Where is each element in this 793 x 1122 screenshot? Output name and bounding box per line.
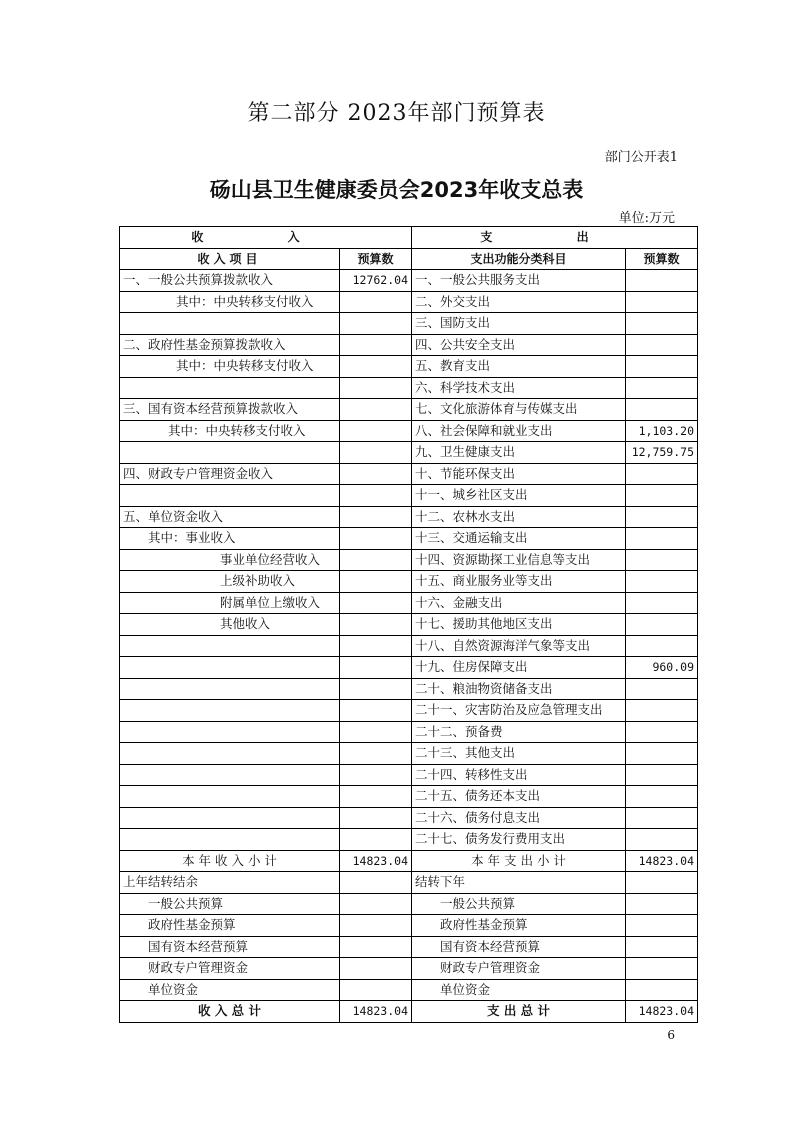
expense-amount — [626, 463, 698, 485]
table-row — [120, 485, 698, 507]
income-item-label: 上年结转结余 — [120, 872, 340, 894]
table-row — [120, 420, 698, 442]
carry-row — [120, 979, 698, 1001]
income-item-label — [120, 377, 340, 399]
income-amount — [340, 334, 412, 356]
expense-amount — [626, 291, 698, 313]
carry-row — [120, 872, 698, 894]
expense-amount — [626, 549, 698, 571]
expense-item-label: 二十、粮油物资储备支出 — [412, 678, 626, 700]
expense-amount — [626, 485, 698, 507]
table-row — [120, 807, 698, 829]
expense-item-label: 十七、援助其他地区支出 — [412, 614, 626, 636]
expense-item-label: 一般公共预算 — [412, 893, 626, 915]
expense-item-label: 九、卫生健康支出 — [412, 442, 626, 464]
expense-item-label: 二十五、债务还本支出 — [412, 786, 626, 808]
expense-item-label: 二十四、转移性支出 — [412, 764, 626, 786]
table-row — [120, 463, 698, 485]
income-amount — [340, 313, 412, 335]
expense-amount — [626, 592, 698, 614]
table-row — [120, 614, 698, 636]
expense-item-label: 一、一般公共服务支出 — [412, 270, 626, 292]
income-item-label — [120, 764, 340, 786]
income-amount — [340, 893, 412, 915]
expense-item-label: 财政专户管理资金 — [412, 958, 626, 980]
expense-item-label: 五、教育支出 — [412, 356, 626, 378]
expense-amount — [626, 721, 698, 743]
table-row — [120, 528, 698, 550]
table-row — [120, 829, 698, 851]
income-amount — [340, 635, 412, 657]
income-amount-header: 预算数 — [340, 248, 412, 270]
expense-item-label: 六、科学技术支出 — [412, 377, 626, 399]
income-item-label: 上级补助收入 — [120, 571, 340, 593]
expense-item-label: 十三、交通运输支出 — [412, 528, 626, 550]
income-item-label: 其中：事业收入 — [120, 528, 340, 550]
income-item-label: 三、国有资本经营预算拨款收入 — [120, 399, 340, 421]
page-number: 6 — [667, 1028, 675, 1042]
table-top-header — [120, 227, 698, 249]
income-amount — [340, 442, 412, 464]
table-row — [120, 334, 698, 356]
income-header: 收 入 — [120, 227, 412, 249]
expense-amount — [626, 979, 698, 1001]
expense-amount — [626, 635, 698, 657]
expense-item-label: 支 出 总 计 — [412, 1001, 626, 1023]
income-item-label: 二、政府性基金预算拨款收入 — [120, 334, 340, 356]
income-item-label: 其他收入 — [120, 614, 340, 636]
income-item-label: 附属单位上缴收入 — [120, 592, 340, 614]
income-item-label — [120, 442, 340, 464]
expense-amount — [626, 764, 698, 786]
income-amount: 14823.04 — [340, 1001, 412, 1023]
income-item-label: 一、一般公共预算拨款收入 — [120, 270, 340, 292]
expense-item-label: 十九、住房保障支出 — [412, 657, 626, 679]
income-amount — [340, 721, 412, 743]
income-item-label — [120, 700, 340, 722]
income-item-label: 收 入 总 计 — [120, 1001, 340, 1023]
table-row — [120, 377, 698, 399]
income-amount: 14823.04 — [340, 850, 412, 872]
expense-item-label: 十六、金融支出 — [412, 592, 626, 614]
expense-amount — [626, 872, 698, 894]
table-row — [120, 700, 698, 722]
table-row — [120, 721, 698, 743]
table-row — [120, 356, 698, 378]
income-item-label — [120, 678, 340, 700]
table-row — [120, 657, 698, 679]
income-amount — [340, 915, 412, 937]
income-amount — [340, 829, 412, 851]
table-row — [120, 571, 698, 593]
income-amount — [340, 506, 412, 528]
expense-item-label: 十一、城乡社区支出 — [412, 485, 626, 507]
expense-amount — [626, 614, 698, 636]
income-item-label: 五、单位资金收入 — [120, 506, 340, 528]
table-row — [120, 635, 698, 657]
income-item-label — [120, 485, 340, 507]
income-item-label: 财政专户管理资金 — [120, 958, 340, 980]
income-item-label: 一般公共预算 — [120, 893, 340, 915]
income-amount — [340, 399, 412, 421]
income-amount: 12762.04 — [340, 270, 412, 292]
income-amount — [340, 786, 412, 808]
page-title: 砀山县卫生健康委员会2023年收支总表 — [209, 178, 584, 202]
income-amount — [340, 743, 412, 765]
table-row — [120, 399, 698, 421]
expense-item-label: 十五、商业服务业等支出 — [412, 571, 626, 593]
table-row — [120, 549, 698, 571]
expense-item-label: 国有资本经营预算 — [412, 936, 626, 958]
expense-amount — [626, 571, 698, 593]
income-item-header: 收入项目 — [120, 248, 340, 270]
expense-item-label: 八、社会保障和就业支出 — [412, 420, 626, 442]
expense-amount-header: 预算数 — [626, 248, 698, 270]
expense-amount: 1,103.20 — [626, 420, 698, 442]
expense-amount — [626, 958, 698, 980]
expense-amount — [626, 399, 698, 421]
income-amount — [340, 979, 412, 1001]
expense-amount — [626, 334, 698, 356]
table-row — [120, 291, 698, 313]
expense-item-label: 十二、农林水支出 — [412, 506, 626, 528]
expense-amount — [626, 807, 698, 829]
income-amount — [340, 614, 412, 636]
income-item-label — [120, 829, 340, 851]
expense-amount — [626, 377, 698, 399]
table-number: 部门公开表1 — [604, 150, 678, 165]
expense-item-header: 支出功能分类科目 — [412, 248, 626, 270]
expense-amount — [626, 528, 698, 550]
carry-row — [120, 915, 698, 937]
table-row — [120, 786, 698, 808]
income-amount — [340, 291, 412, 313]
expense-amount: 960.09 — [626, 657, 698, 679]
expense-amount — [626, 743, 698, 765]
income-amount — [340, 958, 412, 980]
table-row — [120, 592, 698, 614]
income-item-label — [120, 657, 340, 679]
expense-item-label: 二、外交支出 — [412, 291, 626, 313]
income-item-label: 单位资金 — [120, 979, 340, 1001]
expense-amount — [626, 936, 698, 958]
expense-item-label: 十四、资源勘探工业信息等支出 — [412, 549, 626, 571]
income-item-label: 事业单位经营收入 — [120, 549, 340, 571]
income-item-label — [120, 313, 340, 335]
subtotal-row — [120, 850, 698, 872]
expense-item-label: 二十二、预备费 — [412, 721, 626, 743]
income-amount — [340, 528, 412, 550]
income-item-label: 四、财政专户管理资金收入 — [120, 463, 340, 485]
income-amount — [340, 356, 412, 378]
income-amount — [340, 764, 412, 786]
expense-item-label: 四、公共安全支出 — [412, 334, 626, 356]
income-item-label: 本 年 收 入 小 计 — [120, 850, 340, 872]
income-item-label: 其中：中央转移支付收入 — [120, 291, 340, 313]
income-amount — [340, 872, 412, 894]
income-item-label — [120, 743, 340, 765]
expense-amount: 14823.04 — [626, 1001, 698, 1023]
carry-row — [120, 936, 698, 958]
income-amount — [340, 700, 412, 722]
expense-amount — [626, 786, 698, 808]
income-amount — [340, 377, 412, 399]
expense-amount — [626, 506, 698, 528]
expense-item-label: 结转下年 — [412, 872, 626, 894]
expense-item-label: 十、节能环保支出 — [412, 463, 626, 485]
income-item-label: 国有资本经营预算 — [120, 936, 340, 958]
income-amount — [340, 592, 412, 614]
income-amount — [340, 485, 412, 507]
total-row — [120, 1001, 698, 1023]
expense-header: 支 出 — [412, 227, 698, 249]
expense-item-label: 二十一、灾害防治及应急管理支出 — [412, 700, 626, 722]
table-row — [120, 313, 698, 335]
income-amount — [340, 549, 412, 571]
expense-item-label: 十八、自然资源海洋气象等支出 — [412, 635, 626, 657]
expense-item-label: 单位资金 — [412, 979, 626, 1001]
income-item-label: 其中：中央转移支付收入 — [120, 420, 340, 442]
expense-item-label: 政府性基金预算 — [412, 915, 626, 937]
expense-amount — [626, 893, 698, 915]
expense-item-label: 二十三、其他支出 — [412, 743, 626, 765]
expense-amount — [626, 829, 698, 851]
income-item-label: 政府性基金预算 — [120, 915, 340, 937]
table-sub-header — [120, 248, 698, 270]
budget-table — [119, 226, 698, 1023]
table-row — [120, 442, 698, 464]
expense-amount — [626, 915, 698, 937]
income-item-label — [120, 786, 340, 808]
expense-item-label: 本 年 支 出 小 计 — [412, 850, 626, 872]
income-amount — [340, 420, 412, 442]
expense-amount: 12,759.75 — [626, 442, 698, 464]
expense-amount — [626, 700, 698, 722]
income-amount — [340, 678, 412, 700]
income-item-label — [120, 721, 340, 743]
table-row — [120, 764, 698, 786]
expense-amount — [626, 356, 698, 378]
table-row — [120, 506, 698, 528]
income-amount — [340, 571, 412, 593]
expense-amount: 14823.04 — [626, 850, 698, 872]
income-item-label: 其中：中央转移支付收入 — [120, 356, 340, 378]
income-item-label — [120, 807, 340, 829]
table-row — [120, 270, 698, 292]
expense-item-label: 二十六、债务付息支出 — [412, 807, 626, 829]
income-amount — [340, 807, 412, 829]
table-row — [120, 743, 698, 765]
income-amount — [340, 463, 412, 485]
carry-row — [120, 958, 698, 980]
income-item-label — [120, 635, 340, 657]
expense-item-label: 三、国防支出 — [412, 313, 626, 335]
table-row — [120, 678, 698, 700]
expense-item-label: 二十七、债务发行费用支出 — [412, 829, 626, 851]
expense-amount — [626, 313, 698, 335]
part-title: 第二部分 2023年部门预算表 — [247, 101, 546, 126]
unit-label: 单位:万元 — [618, 211, 675, 226]
carry-row — [120, 893, 698, 915]
income-amount — [340, 936, 412, 958]
income-amount — [340, 657, 412, 679]
expense-amount — [626, 678, 698, 700]
expense-item-label: 七、文化旅游体育与传媒支出 — [412, 399, 626, 421]
expense-amount — [626, 270, 698, 292]
